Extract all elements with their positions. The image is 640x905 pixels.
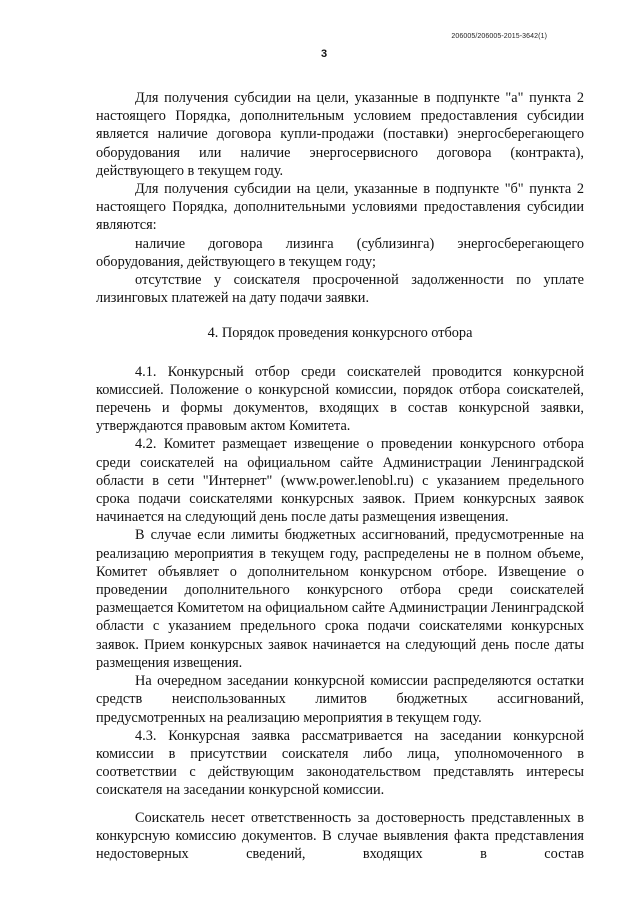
paragraph-4-2: 4.2. Комитет размещает извещение о проведении конкурсного отбора среди соискателей на официальном сайте Администрации Ленинградской области в сети "Интернет" (www.power.lenobl.ru) с указанием предельного срока подачи соискателями конкурсных заявок. Прием конкурсных заявок начинается на следующий день после даты размещения извещения. — [96, 436, 584, 526]
paragraph-remaining-funds: На очередном заседании конкурсной комиссии распределяются остатки средств неиспользованных лимитов бюджетных ассигнований, предусмотренных на реализацию мероприятия в текущем году. — [96, 673, 584, 726]
paragraph-additional-selection: В случае если лимиты бюджетных ассигнований, предусмотренные на реализацию мероприятия в текущем году, распределены не в полном объеме, Комитет объявляет о дополнительном конкурсном отборе. Извещение о проведении дополнительного конкурсного отбора среди соискателей размещается Комитетом на официальном сайте Администрации Ленинградской области с указанием предельного срока подачи соискателями конкурсных заявок. Прием конкурсных заявок начинается на следующий день после даты размещения извещения. — [96, 527, 584, 671]
paragraph-leasing-contract: наличие договора лизинга (сублизинга) энергосберегающего оборудования, действующего в текущем году; — [96, 235, 584, 270]
section-title: 4. Порядок проведения конкурсного отбора — [207, 325, 473, 342]
document-id: 206005/206005-2015-3642(1) — [451, 33, 547, 40]
document-body — [96, 89, 584, 863]
paragraph-responsibility: Соискатель несет ответственность за достоверность представленных в конкурсную комиссию документов. В случае выявления факта представления недостоверных сведений, входящих в состав — [96, 809, 584, 862]
paragraph-4-1: 4.1. Конкурсный отбор среди соискателей проводится конкурсной комиссией. Положение о конкурсной комиссии, порядок отбора соискателей, перечень и формы документов, входящих в состав конкурсной заявки, утверждаются правовым актом Комитета. — [96, 363, 584, 435]
paragraph-subsidy-a: Для получения субсидии на цели, указанные в подпункте "а" пункта 2 настоящего Порядка, дополнительным условием предоставления субсидии является наличие договора купли-продажи (поставки) энергосберегающего оборудования или наличие энергосервисного договора (контракта), действующего в текущем году. — [96, 90, 584, 179]
paragraph-4-3: 4.3. Конкурсная заявка рассматривается на заседании конкурсной комиссии в присутствии соискателя либо лица, уполномоченного в соответствии с действующим законодательством представлять интересы соискателя на заседании конкурсной комиссии. — [96, 727, 584, 799]
paragraph-no-debt: отсутствие у соискателя просроченной задолженности по уплате лизинговых платежей на дату подачи заявки. — [96, 272, 584, 307]
paragraph-subsidy-b: Для получения субсидии на цели, указанные в подпункте "б" пункта 2 настоящего Порядка, дополнительными условиями предоставления субсидии являются: — [96, 181, 584, 234]
page-number: 3 — [320, 48, 328, 60]
